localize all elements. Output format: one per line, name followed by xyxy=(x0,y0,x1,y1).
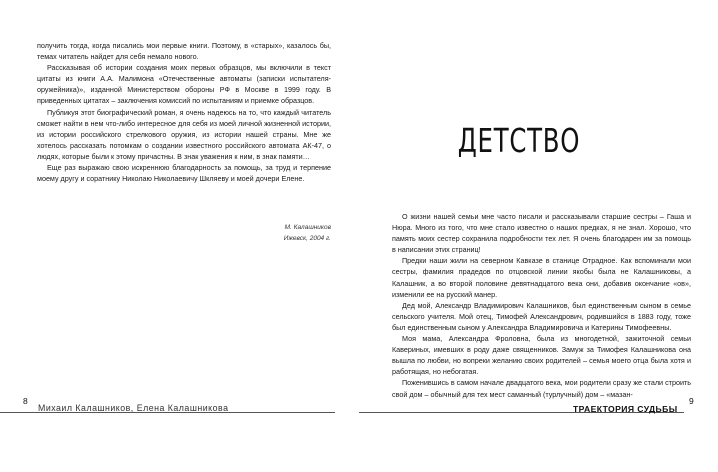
page-number: 9 xyxy=(689,396,694,406)
paragraph: получить тогда, когда писались мои первые книги. Поэтому, в «старых», казалось бы, темах читатель найдет для себя немало нового. xyxy=(37,41,331,62)
paragraph: Публикуя этот биографический роман, я очень надеюсь на то, что каждый читатель сможет найти в нем что-либо интересное для себя из моей личной жизненной истории, из истории российского стрелкового оружия, из истории нашей страны. Мне же хотелось рассказать потомкам о создании известного российского автомата АК-47, о людях, которые были к этому причастны. В знак уважения к ним, в знак памяти… xyxy=(37,107,331,161)
paragraph: Дед мой, Александр Владимирович Калашников, был единственным сыном в семье сельского учителя. Мой отец, Тимофей Александрович, родившийся в 1883 году, тоже был единственным сыном у Александра Владимировича и Катерины Тимофеевны. xyxy=(392,300,691,332)
paragraph: Еще раз выражаю свою искреннюю благодарность за помощь, за труд и терпение моему другу и соратнику Николаю Николаевичу Шкляеву и моей дочери Елене. xyxy=(37,163,331,184)
paragraph: Моя мама, Александра Фроловна, была из многодетной, зажиточной семьи Кавериных, имевших в роду даже священников. Замуж за Тимофея Калашникова она вышла по любви, но вопреки желанию своих родителей – семья моего отца была хотя и работящая, но небогатая. xyxy=(392,334,691,377)
running-footer-title: ТРАЕКТОРИЯ СУДЬБЫ xyxy=(573,404,678,414)
running-footer-authors: Михаил Калашников, Елена Калашникова xyxy=(38,403,229,413)
paragraph: Поженившись в самом начале двадцатого века, мои родители сразу же стали строить свой дом – обычный для тех мест саманный (турлучный) дом – «мазан- xyxy=(392,378,691,399)
paragraph: О жизни нашей семьи мне часто писали и рассказывали старшие сестры – Гаша и Нюра. Много из того, что мне стало известно о наших предках, я не знал. Хорошо, что память моих сестер сохранила подробности тех лет. Я очень благодарен им за помощь в написании этих страниц! xyxy=(392,212,691,255)
author-signature xyxy=(200,222,331,244)
left-page-body xyxy=(37,40,331,184)
chapter-title: ДЕТСТВО xyxy=(457,121,581,160)
signature-place-date: Ижевск, 2004 г. xyxy=(283,235,331,242)
right-page xyxy=(359,0,718,472)
signature-name: М. Калашников xyxy=(284,224,331,231)
paragraph: Предки наши жили на северном Кавказе в станице Отрадное. Как вспоминали мои сестры, фамилия прадедов по отцовской линии якобы была не Калашниковы, а Калашник, а во второй половине девятнадцатого века они, добавив окончание «ов», изменили ее на русский манер. xyxy=(392,256,691,299)
paragraph: Рассказывая об истории создания моих первых образцов, мы включили в текст цитаты из книги А.А. Малимона «Отечественные автоматы (записки испытателя-оружейника)», изданной Министерством обороны РФ в Москве в 1999 году. В приведенных цитатах – заключения комиссий по испытаниям и приемке образцов. xyxy=(37,63,331,106)
page-number: 8 xyxy=(23,396,28,406)
right-page-body xyxy=(392,211,691,400)
